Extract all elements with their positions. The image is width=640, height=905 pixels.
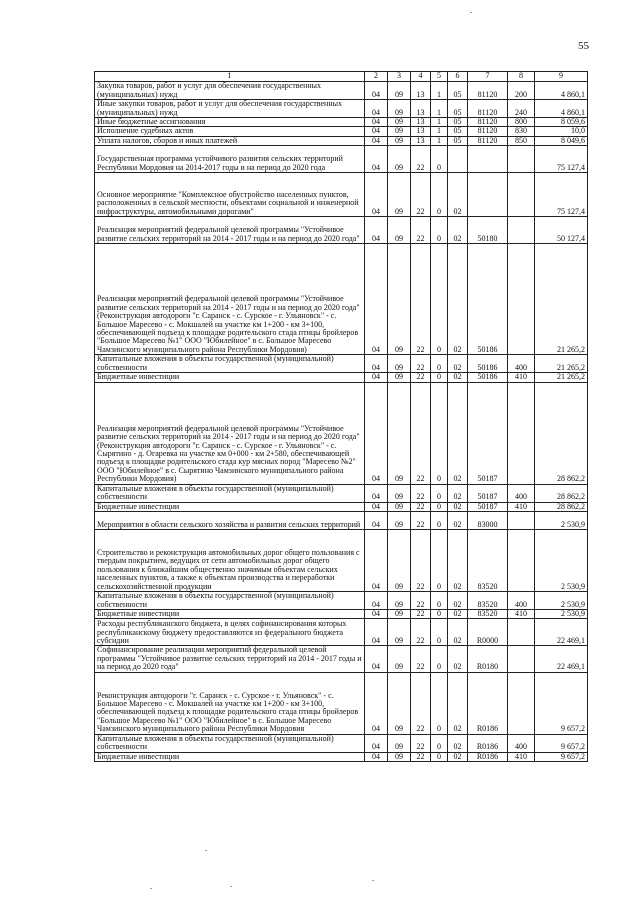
cell-measure: 02 <box>448 619 468 646</box>
scan-speck <box>230 886 232 887</box>
cell-amount: 21 265,2 <box>535 244 588 355</box>
cell-direction: R0186 <box>468 734 508 752</box>
cell-amount: 2 530,9 <box>535 530 588 592</box>
cell-program: 22 <box>411 619 431 646</box>
cell-subsection: 09 <box>388 752 411 761</box>
cell-section: 04 <box>365 512 388 530</box>
cell-section: 04 <box>365 502 388 511</box>
cell-expense-type <box>508 619 535 646</box>
cell-subsection: 09 <box>388 484 411 502</box>
cell-program: 22 <box>411 373 431 382</box>
cell-subprogram: 0 <box>431 217 448 244</box>
cell-direction: R0180 <box>468 646 508 672</box>
cell-name: Строительство и реконструкция автомобильных дорог общего пользования с твердым покрытием, ведущих от сети автомобильных дорог общего пользования к ближайшим общественно значимым объектам сельских населенных пунктов, а также к объектам производства и переработки сельскохозяйственной продукции <box>95 530 365 592</box>
cell-section: 04 <box>365 734 388 752</box>
cell-amount: 21 265,2 <box>535 373 588 382</box>
cell-expense-type <box>508 146 535 173</box>
cell-subsection: 09 <box>388 672 411 734</box>
cell-measure: 02 <box>448 512 468 530</box>
cell-direction: 83520 <box>468 530 508 592</box>
cell-subsection: 09 <box>388 502 411 511</box>
cell-program: 22 <box>411 484 431 502</box>
cell-amount: 2 530,9 <box>535 592 588 610</box>
cell-subprogram: 0 <box>431 373 448 382</box>
cell-subprogram: 0 <box>431 734 448 752</box>
cell-measure: 02 <box>448 610 468 619</box>
cell-direction: 81120 <box>468 118 508 127</box>
cell-subsection: 09 <box>388 734 411 752</box>
cell-program: 22 <box>411 752 431 761</box>
cell-section: 04 <box>365 127 388 136</box>
cell-name: Бюджетные инвестиции <box>95 502 365 511</box>
cell-name: Закупка товаров, работ и услуг для обеспечения государственных (муниципальных) нужд <box>95 82 365 100</box>
cell-section: 04 <box>365 355 388 373</box>
cell-amount: 2 530,9 <box>535 610 588 619</box>
cell-section: 04 <box>365 146 388 173</box>
cell-subprogram: 1 <box>431 82 448 100</box>
cell-subprogram: 0 <box>431 530 448 592</box>
cell-subprogram: 0 <box>431 484 448 502</box>
cell-subsection: 09 <box>388 382 411 484</box>
cell-measure: 02 <box>448 672 468 734</box>
cell-measure: 02 <box>448 752 468 761</box>
cell-amount: 10,0 <box>535 127 588 136</box>
cell-subprogram: 0 <box>431 610 448 619</box>
cell-subprogram: 0 <box>431 672 448 734</box>
cell-measure: 05 <box>448 100 468 118</box>
cell-subsection: 09 <box>388 373 411 382</box>
cell-direction: 50187 <box>468 484 508 502</box>
cell-section: 04 <box>365 484 388 502</box>
cell-name: Исполнение судебных актов <box>95 127 365 136</box>
cell-section: 04 <box>365 592 388 610</box>
column-header: 2 <box>365 72 388 82</box>
cell-subsection: 09 <box>388 610 411 619</box>
cell-measure: 02 <box>448 173 468 217</box>
cell-name: Мероприятия в области сельского хозяйства и развития сельских территорий <box>95 512 365 530</box>
cell-expense-type: 410 <box>508 373 535 382</box>
cell-subsection: 09 <box>388 355 411 373</box>
cell-amount: 2 530,9 <box>535 512 588 530</box>
cell-subsection: 09 <box>388 530 411 592</box>
table-row <box>95 355 588 373</box>
cell-subsection: 09 <box>388 512 411 530</box>
column-header: 1 <box>95 72 365 82</box>
table-row <box>95 734 588 752</box>
cell-section: 04 <box>365 100 388 118</box>
cell-name: Капитальные вложения в объекты государственной (муниципальной) собственности <box>95 734 365 752</box>
cell-subprogram: 1 <box>431 118 448 127</box>
cell-expense-type <box>508 382 535 484</box>
cell-section: 04 <box>365 136 388 145</box>
cell-program: 22 <box>411 610 431 619</box>
cell-expense-type <box>508 244 535 355</box>
cell-subprogram: 0 <box>431 502 448 511</box>
cell-amount: 8 059,6 <box>535 118 588 127</box>
cell-program: 22 <box>411 530 431 592</box>
cell-direction: R0186 <box>468 672 508 734</box>
cell-program: 13 <box>411 136 431 145</box>
cell-section: 04 <box>365 619 388 646</box>
cell-direction: 83520 <box>468 610 508 619</box>
cell-section: 04 <box>365 373 388 382</box>
cell-subsection: 09 <box>388 100 411 118</box>
cell-amount: 21 265,2 <box>535 355 588 373</box>
cell-expense-type <box>508 646 535 672</box>
cell-subsection: 09 <box>388 127 411 136</box>
cell-subprogram: 0 <box>431 173 448 217</box>
cell-program: 22 <box>411 512 431 530</box>
table-body <box>95 82 588 762</box>
cell-expense-type: 410 <box>508 610 535 619</box>
cell-amount: 9 657,2 <box>535 752 588 761</box>
cell-name: Реализация мероприятий федеральной целевой программы "Устойчивое развитие сельских территорий на 2014 - 2017 годы и на период до 2020 года" (Реконструкция автодороги "г. Саранск - с. Сурское - г. Ульяновск" - с. Сырятино - д. Огаревка на участке км 0+000 - км 2+580, обеспечивающей подъезд к площадке родительского стада кур мясных пород "Маресево №2" ООО "Юбилейное" в с. Сырятино Чамзинского муниципального района Республики Мордовия) <box>95 382 365 484</box>
cell-section: 04 <box>365 217 388 244</box>
cell-direction: 81120 <box>468 100 508 118</box>
cell-amount: 4 860,1 <box>535 82 588 100</box>
table-row <box>95 672 588 734</box>
cell-amount: 28 862,2 <box>535 502 588 511</box>
cell-subprogram: 0 <box>431 382 448 484</box>
cell-name: Капитальные вложения в объекты государственной (муниципальной) собственности <box>95 355 365 373</box>
table-row <box>95 530 588 592</box>
cell-amount: 8 049,6 <box>535 136 588 145</box>
cell-name: Софинансирование реализации мероприятий федеральной целевой программы "Устойчивое развитие сельских территорий на 2014 - 2017 годы и на период до 2020 года" <box>95 646 365 672</box>
cell-program: 22 <box>411 592 431 610</box>
cell-amount: 28 862,2 <box>535 382 588 484</box>
cell-expense-type: 830 <box>508 127 535 136</box>
cell-measure: 02 <box>448 217 468 244</box>
cell-section: 04 <box>365 530 388 592</box>
cell-name: Капитальные вложения в объекты государственной (муниципальной) собственности <box>95 592 365 610</box>
table-row <box>95 646 588 672</box>
cell-program: 13 <box>411 100 431 118</box>
table-header-row <box>95 72 588 82</box>
table-row <box>95 118 588 127</box>
cell-direction: R0186 <box>468 752 508 761</box>
cell-subsection: 09 <box>388 118 411 127</box>
column-header: 4 <box>411 72 431 82</box>
cell-subsection: 09 <box>388 82 411 100</box>
cell-subsection: 09 <box>388 217 411 244</box>
budget-table <box>94 71 588 762</box>
cell-subprogram: 1 <box>431 100 448 118</box>
column-header: 9 <box>535 72 588 82</box>
cell-direction: 83000 <box>468 512 508 530</box>
cell-program: 13 <box>411 82 431 100</box>
cell-subprogram: 0 <box>431 244 448 355</box>
scan-speck <box>150 888 152 889</box>
cell-name: Бюджетные инвестиции <box>95 752 365 761</box>
cell-program: 22 <box>411 355 431 373</box>
cell-measure: 02 <box>448 530 468 592</box>
column-header: 8 <box>508 72 535 82</box>
cell-subsection: 09 <box>388 136 411 145</box>
cell-amount: 22 469,1 <box>535 646 588 672</box>
cell-measure: 05 <box>448 127 468 136</box>
cell-program: 22 <box>411 672 431 734</box>
table-row <box>95 127 588 136</box>
cell-expense-type: 400 <box>508 355 535 373</box>
cell-name: Иные бюджетные ассигнования <box>95 118 365 127</box>
cell-amount: 9 657,2 <box>535 734 588 752</box>
cell-measure: 02 <box>448 592 468 610</box>
table-row <box>95 512 588 530</box>
cell-program: 13 <box>411 127 431 136</box>
cell-amount: 22 469,1 <box>535 619 588 646</box>
cell-direction: 50187 <box>468 382 508 484</box>
table-row <box>95 136 588 145</box>
cell-direction: 50186 <box>468 355 508 373</box>
cell-direction: 50180 <box>468 217 508 244</box>
cell-expense-type <box>508 173 535 217</box>
cell-subprogram: 0 <box>431 592 448 610</box>
table-row <box>95 610 588 619</box>
cell-direction: 81120 <box>468 127 508 136</box>
cell-measure: 02 <box>448 646 468 672</box>
cell-expense-type <box>508 530 535 592</box>
cell-subsection: 09 <box>388 244 411 355</box>
cell-section: 04 <box>365 118 388 127</box>
cell-program: 22 <box>411 217 431 244</box>
scan-speck <box>372 880 374 881</box>
cell-name: Реализация мероприятий федеральной целевой программы "Устойчивое развитие сельских территорий на 2014 - 2017 годы и на период до 2020 года" (Реконструкция автодороги "г. Саранск - с. Сурское - г. Ульяновск" - с. Большое Маресево - с. Мокшалей на участке км 1+200 - км 3+100, обеспечивающей подъезд к площадке родительского стада птицы бройлеров "Большое Маресево №1" ООО "Юбилейное" в с. Большое Маресево Чамзинского муниципального района Республики Мордовия) <box>95 244 365 355</box>
cell-direction: 50187 <box>468 502 508 511</box>
cell-name: Реконструкция автодороги "г. Саранск - с. Сурское - г. Ульяновск" - с. Большое Маресево - с. Мокшалей на участке км 1+200 - км 3+100, обеспечивающей подъезд к площадке родительского стада птицы бройлеров "Большое Маресево №1" ООО "Юбилейное" в с. Большое Маресево Чамзинского муниципального района Республики Мордовия <box>95 672 365 734</box>
cell-name: Расходы республиканского бюджета, в целях софинансирования которых республиканскому бюджету предоставляются из федерального бюджета субсидии <box>95 619 365 646</box>
cell-section: 04 <box>365 382 388 484</box>
table-row <box>95 619 588 646</box>
cell-expense-type: 400 <box>508 734 535 752</box>
cell-section: 04 <box>365 244 388 355</box>
cell-subprogram: 1 <box>431 127 448 136</box>
table-row <box>95 82 588 100</box>
cell-direction <box>468 173 508 217</box>
cell-measure: 02 <box>448 484 468 502</box>
column-header: 5 <box>431 72 448 82</box>
table-row <box>95 173 588 217</box>
table-row <box>95 484 588 502</box>
cell-subprogram: 1 <box>431 136 448 145</box>
cell-amount: 28 862,2 <box>535 484 588 502</box>
cell-measure: 02 <box>448 355 468 373</box>
cell-name: Реализация мероприятий федеральной целевой программы "Устойчивое развитие сельских территорий на 2014 - 2017 годы и на период до 2020 года" <box>95 217 365 244</box>
cell-expense-type: 400 <box>508 484 535 502</box>
cell-amount: 75 127,4 <box>535 146 588 173</box>
cell-measure: 05 <box>448 118 468 127</box>
cell-section: 04 <box>365 752 388 761</box>
cell-name: Бюджетные инвестиции <box>95 373 365 382</box>
cell-name: Иные закупки товаров, работ и услуг для обеспечения государственных (муниципальных) нужд <box>95 100 365 118</box>
table-row <box>95 146 588 173</box>
cell-measure: 02 <box>448 502 468 511</box>
cell-section: 04 <box>365 646 388 672</box>
cell-measure: 02 <box>448 244 468 355</box>
cell-measure <box>448 146 468 173</box>
cell-direction <box>468 146 508 173</box>
cell-direction: 83520 <box>468 592 508 610</box>
cell-expense-type <box>508 217 535 244</box>
column-header: 6 <box>448 72 468 82</box>
cell-expense-type: 200 <box>508 82 535 100</box>
cell-expense-type: 410 <box>508 502 535 511</box>
table-row <box>95 373 588 382</box>
cell-direction: 81120 <box>468 136 508 145</box>
cell-measure: 02 <box>448 734 468 752</box>
cell-program: 22 <box>411 146 431 173</box>
table-row <box>95 382 588 484</box>
cell-program: 22 <box>411 646 431 672</box>
cell-section: 04 <box>365 610 388 619</box>
cell-subprogram: 0 <box>431 619 448 646</box>
cell-subsection: 09 <box>388 592 411 610</box>
table-row <box>95 217 588 244</box>
cell-program: 13 <box>411 118 431 127</box>
table-row <box>95 100 588 118</box>
cell-subprogram: 0 <box>431 646 448 672</box>
cell-direction: R0000 <box>468 619 508 646</box>
cell-subsection: 09 <box>388 646 411 672</box>
cell-subprogram: 0 <box>431 355 448 373</box>
column-header: 3 <box>388 72 411 82</box>
column-header: 7 <box>468 72 508 82</box>
cell-name: Основное мероприятие "Комплексное обустройство населенных пунктов, расположенных в сельской местности, объектами социальной и инженерной инфраструктуры, автомобильными дорогами" <box>95 173 365 217</box>
cell-expense-type <box>508 512 535 530</box>
cell-program: 22 <box>411 502 431 511</box>
cell-measure: 02 <box>448 382 468 484</box>
cell-expense-type: 240 <box>508 100 535 118</box>
scan-speck <box>470 12 472 13</box>
cell-measure: 02 <box>448 373 468 382</box>
cell-expense-type: 800 <box>508 118 535 127</box>
cell-section: 04 <box>365 672 388 734</box>
cell-measure: 05 <box>448 136 468 145</box>
cell-program: 22 <box>411 244 431 355</box>
cell-expense-type: 400 <box>508 592 535 610</box>
scan-speck <box>205 850 207 851</box>
cell-expense-type <box>508 672 535 734</box>
cell-amount: 9 657,2 <box>535 672 588 734</box>
table-row <box>95 244 588 355</box>
cell-amount: 75 127,4 <box>535 173 588 217</box>
cell-expense-type: 850 <box>508 136 535 145</box>
cell-direction: 50186 <box>468 373 508 382</box>
cell-subprogram: 0 <box>431 146 448 173</box>
cell-direction: 50186 <box>468 244 508 355</box>
cell-expense-type: 410 <box>508 752 535 761</box>
cell-program: 22 <box>411 173 431 217</box>
cell-program: 22 <box>411 734 431 752</box>
cell-name: Бюджетные инвестиции <box>95 610 365 619</box>
table-row <box>95 592 588 610</box>
cell-amount: 50 127,4 <box>535 217 588 244</box>
cell-subsection: 09 <box>388 619 411 646</box>
cell-subsection: 09 <box>388 146 411 173</box>
page-number: 55 <box>578 40 589 52</box>
cell-section: 04 <box>365 82 388 100</box>
cell-name: Государственная программа устойчивого развития сельских территорий Республики Мордовия на 2014-2017 годы и на период до 2020 года <box>95 146 365 173</box>
cell-subprogram: 0 <box>431 512 448 530</box>
cell-name: Капитальные вложения в объекты государственной (муниципальной) собственности <box>95 484 365 502</box>
table-row <box>95 502 588 511</box>
cell-measure: 05 <box>448 82 468 100</box>
cell-subsection: 09 <box>388 173 411 217</box>
table-row <box>95 752 588 761</box>
cell-direction: 81120 <box>468 82 508 100</box>
cell-subprogram: 0 <box>431 752 448 761</box>
cell-program: 22 <box>411 382 431 484</box>
cell-section: 04 <box>365 173 388 217</box>
cell-amount: 4 860,1 <box>535 100 588 118</box>
cell-name: Уплата налогов, сборов и иных платежей <box>95 136 365 145</box>
